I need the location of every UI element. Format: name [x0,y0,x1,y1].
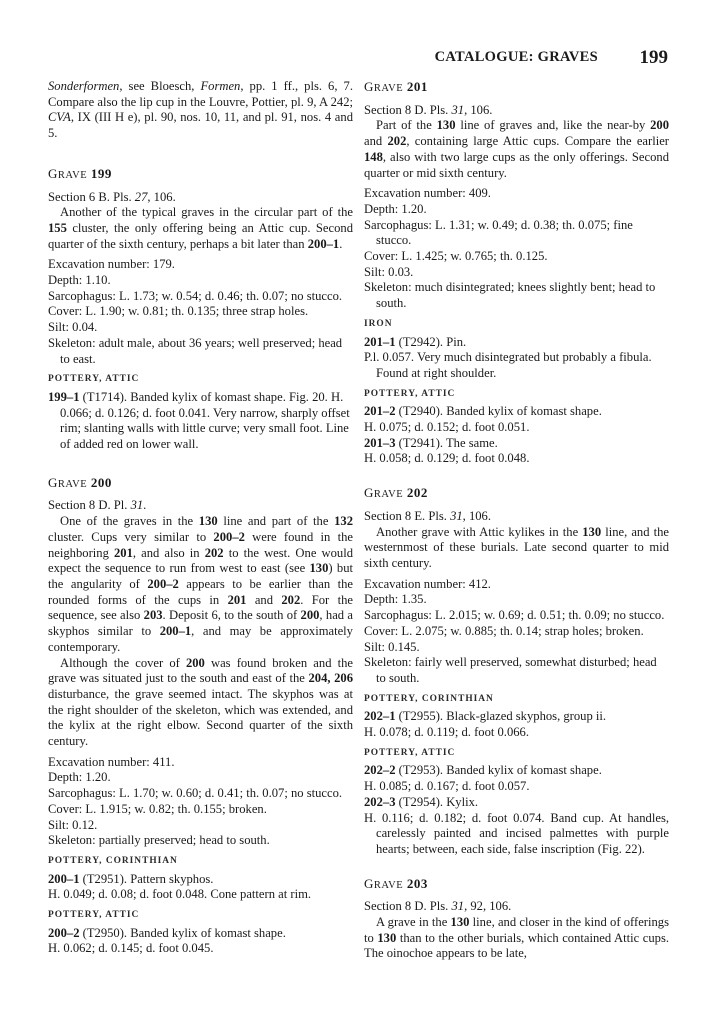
grave-200-depth: Depth: 1.20. [48,770,111,785]
grave-200-description-2: Although the cover of 200 was found broken and the grave was situated just to the south and east of the 204, 206 disturbance, the grave seemed intact. The skyphos was at the right shoulder of the skeleton, which was extended, and the kylix at the right elbow. Second quarter of the sixth century. [48,655,354,749]
grave-202-excavation: Excavation number: 412. [364,576,491,591]
item-199-1: 199–1 (T1714). Banded kylix of komast shape. Fig. 20. H. 0.066; d. 0.126; d. foot 0.041. Very narrow, sharply offset rim; slanting walls with little curve; very small foot. Line of added red on lower wall. [48,389,350,452]
grave-199-section: Section 6 B. Pls. 27, 106. [48,189,176,204]
grave-201-pottery-attic: POTTERY, ATTIC [364,388,456,399]
grave-202-cover: Cover: L. 2.075; w. 0.885; th. 0.14; strap holes; broken. [364,623,644,638]
grave-199-description: Another of the typical graves in the circular part of the 155 cluster, the only offering being an Attic cup. Second quarter of the sixth century, perhaps a bit later than 200–1. [48,205,353,251]
grave-201-heading: GRAVE 201 [364,79,428,94]
grave-200-pottery-attic: POTTERY, ATTIC [48,910,140,921]
item-202-1: 202–1 (T2955). Black-glazed skyphos, group ii. [364,709,607,724]
grave-201-silt: Silt: 0.03. [364,264,414,279]
grave-200-sarcophagus: Sarcophagus: L. 1.70; w. 0.60; d. 0.41; th. 0.07; no stucco. [48,786,343,801]
grave-200-skeleton: Skeleton: partially preserved; head to south. [48,833,270,848]
grave-200-heading: GRAVE 200 [48,474,112,490]
grave-200-cover: Cover: L. 1.915; w. 0.82; th. 0.155; broken. [48,801,267,816]
grave-203-heading: GRAVE 203 [364,875,428,891]
grave-201-sarcophagus: Sarcophagus: L. 1.31; w. 0.49; d. 0.38; th. 0.075; fine stucco. [364,217,633,248]
grave-202-heading: GRAVE 202 [364,485,428,501]
item-202-1-dims: H. 0.078; d. 0.119; d. foot 0.066. [364,725,529,740]
grave-200-pottery-corinthian: POTTERY, CORINTHIAN [48,855,178,866]
grave-199-excavation: Excavation number: 179. [48,257,175,272]
page-number: 199 [639,47,668,68]
grave-202-depth: Depth: 1.35. [364,592,427,607]
grave-201-excavation: Excavation number: 409. [364,186,491,201]
left-column [48,79,353,957]
grave-200-description-1: One of the graves in the 130 line and part of the 132 cluster. Cups very similar to 200–2 were found in the neighboring 201, and also in 202 to the west. One would expect the sequence to run from west to east (see 130) but the angularity of 200–2 appears to be earlier than the rounded forms of the cups in 201 and 202. For the sequence, see also 203. Deposit 6, to the south of 200, had a skyphos similar to 200–1, and may be approximately contemporary. [48,514,354,654]
item-202-2-dims: H. 0.085; d. 0.167; d. foot 0.057. [364,779,530,794]
item-201-3: 201–3 (T2941). The same. [364,435,498,450]
page-header [48,47,668,71]
item-201-2-dims: H. 0.075; d. 0.152; d. foot 0.051. [364,420,530,435]
item-200-1: 200–1 (T2951). Pattern skyphos. [48,871,214,886]
item-202-3-desc: H. 0.116; d. 0.182; d. foot 0.074. Band cup. At handles, carelessly painted and incised palmettes with purple hearts; between, each side, false inscription (Fig. 22). [364,810,669,856]
item-201-1: 201–1 (T2942). Pin. [364,334,467,349]
grave-199-cover: Cover: L. 1.90; w. 0.81; th. 0.135; three strap holes. [48,304,309,319]
grave-199-skeleton: Skeleton: adult male, about 36 years; well preserved; head to east. [48,335,343,366]
grave-202-skeleton: Skeleton: fairly well preserved, somewhat disturbed; head to south. [364,655,657,685]
grave-200-silt: Silt: 0.12. [48,817,98,832]
grave-202-section: Section 8 E. Pls. 31, 106. [364,508,491,523]
item-202-2: 202–2 (T2953). Banded kylix of komast shape. [364,763,602,778]
grave-200-section: Section 8 D. Pl. 31. [48,498,147,513]
grave-202-description: Another grave with Attic kylikes in the 130 line, and the westernmost of these burials. Late second quarter to mid sixth century. [364,524,669,570]
grave-201-depth: Depth: 1.20. [364,201,427,216]
grave-199-sarcophagus: Sarcophagus: L. 1.73; w. 0.54; d. 0.46; th. 0.07; no stucco. [48,288,343,303]
item-202-3: 202–3 (T2954). Kylix. [364,794,479,809]
grave-201-iron: IRON [364,318,393,329]
item-201-2: 201–2 (T2940). Banded kylix of komast shape. [364,404,602,419]
item-200-2-dims: H. 0.062; d. 0.145; d. foot 0.045. [48,941,214,956]
grave-203-description: A grave in the 130 line, and closer in the kind of offerings to 130 than to the other burials, which contained Attic cups. The oinochoe appears to be late, [364,915,669,961]
grave-199-depth: Depth: 1.10. [48,273,111,288]
right-column [364,79,669,962]
grave-199-pottery-attic: POTTERY, ATTIC [48,374,140,385]
grave-201-description: Part of the 130 line of graves and, like the near-by 200 and 202, containing large Attic cups. Compare the earlier 148, also with two large cups as the only offerings. Second quarter or mid sixth century. [364,118,669,180]
grave-201-section: Section 8 D. Pls. 31, 106. [364,102,493,117]
item-200-1-dims: H. 0.049; d. 0.08; d. foot 0.048. Cone pattern at rim. [48,887,312,902]
running-head: CATALOGUE: GRAVES [434,49,598,65]
grave-200-excavation: Excavation number: 411. [48,754,175,769]
grave-201-skeleton: Skeleton: much disintegrated; knees slightly bent; head to south. [364,280,656,311]
grave-202-pottery-corinthian: POTTERY, CORINTHIAN [364,693,494,704]
item-200-2: 200–2 (T2950). Banded kylix of komast shape. [48,925,286,940]
grave-199-heading: GRAVE 199 [48,165,112,181]
grave-203-section: Section 8 D. Pls. 31, 92, 106. [364,899,512,914]
intro-paragraph: Sonderformen, see Bloesch, Formen, pp. 1 ff., pls. 6, 7. Compare also the lip cup in the Louvre, Pottier, pl. 9, A 242; CVA, IX (III H e), pl. 90, nos. 10, 11, and pl. 91, nos. 4 and 5. [48,79,353,141]
grave-202-silt: Silt: 0.145. [364,639,420,654]
grave-202-pottery-attic: POTTERY, ATTIC [364,747,456,758]
item-201-1-desc: P.l. 0.057. Very much disintegrated but probably a fibula. Found at right shoulder. [364,350,652,380]
grave-201-cover: Cover: L. 1.425; w. 0.765; th. 0.125. [364,249,548,264]
grave-202-sarcophagus: Sarcophagus: L. 2.015; w. 0.69; d. 0.51; th. 0.09; no stucco. [364,608,665,623]
grave-199-silt: Silt: 0.04. [48,320,98,335]
item-201-3-dims: H. 0.058; d. 0.129; d. foot 0.048. [364,451,530,466]
